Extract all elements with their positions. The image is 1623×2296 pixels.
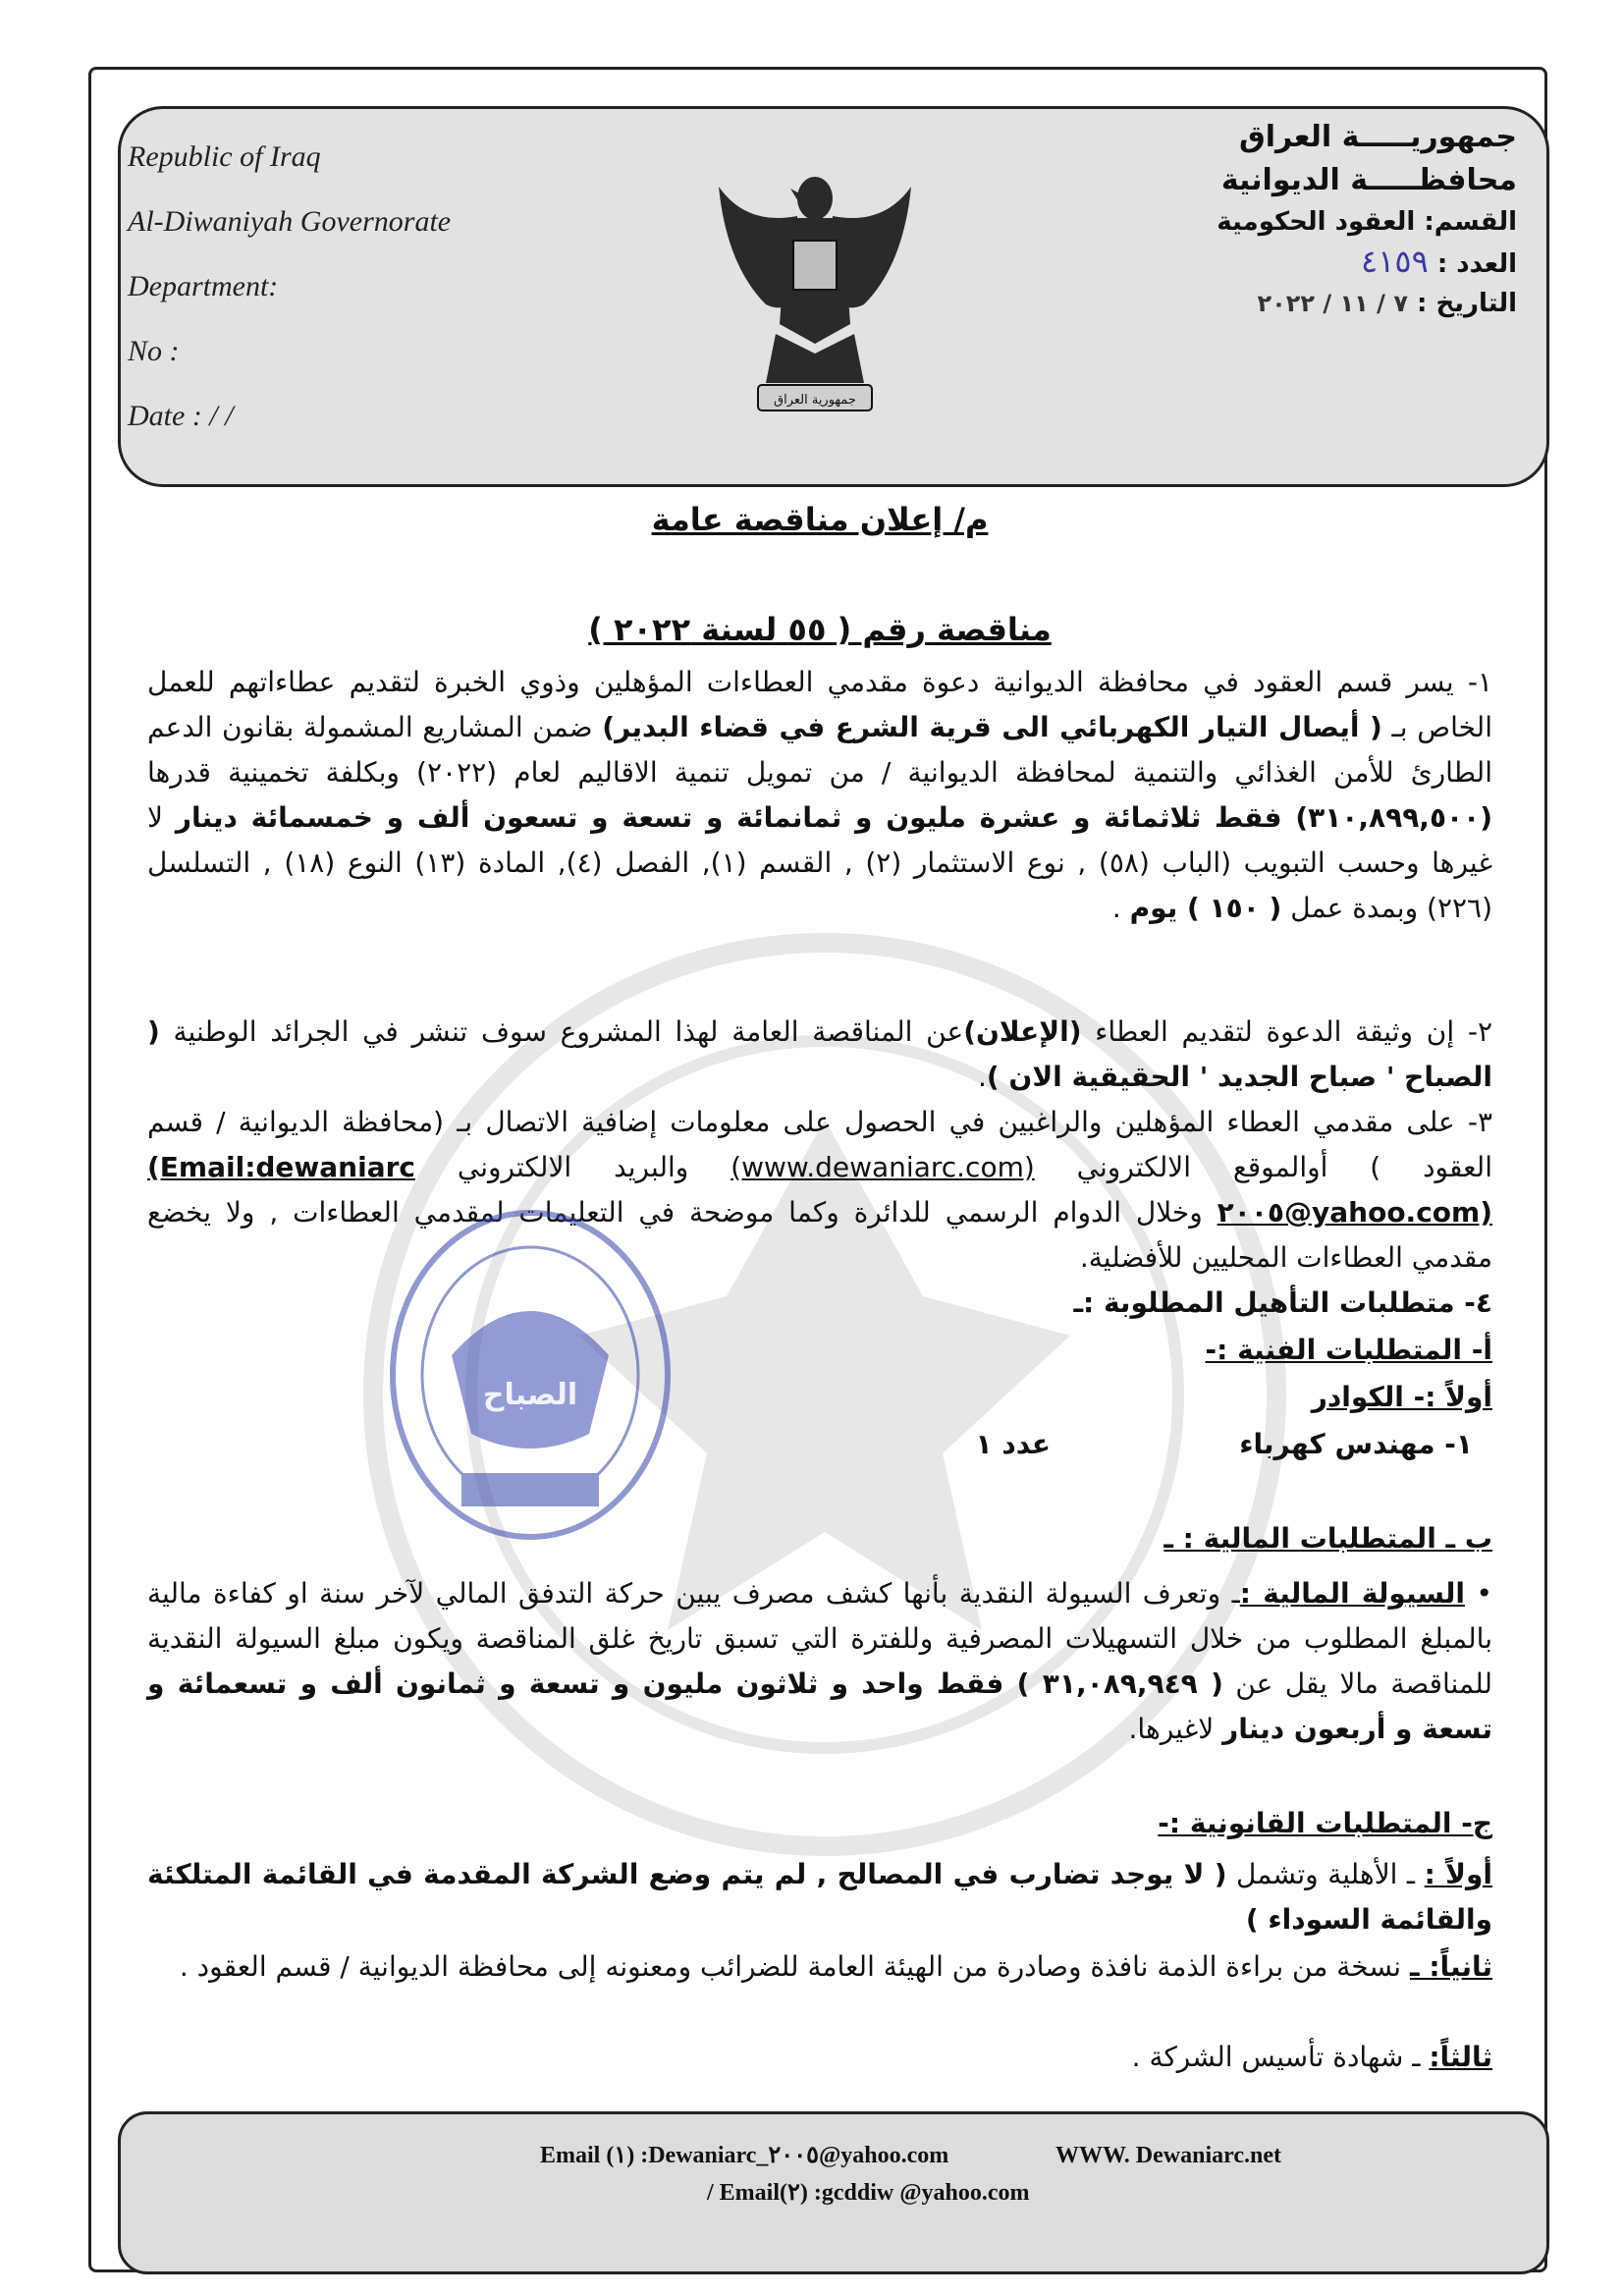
footer-email-1[interactable]: Email (١) :Dewaniarc_٢٠٠٥@yahoo.com <box>540 2143 949 2168</box>
number-label: العدد : <box>1436 249 1517 279</box>
letterhead-arabic <box>1105 116 1517 323</box>
footer-website[interactable]: WWW. Dewaniarc.net <box>1055 2143 1281 2168</box>
governorate-en: Al-Diwaniyah Governorate <box>128 205 452 238</box>
tender-number: مناقصة رقم ( ٥٥ لسنة ٢٠٢٢ ) <box>588 611 1052 648</box>
department-en: Department: <box>128 270 279 302</box>
iraq-eagle-emblem-icon <box>707 147 923 432</box>
country-en: Republic of Iraq <box>128 140 321 173</box>
section-3: ٣- على مقدمي العطاء المؤهلين والراغبين في الحصول على معلومات إضافية الاتصال بـ (محافظة الديوانية / قسم العقود ) أوالموقع الالكتروني (www.dewaniarc.com) والبريد الالكتروني (Email:dewaniarc ٢٠٠٥@yahoo.com) وخلال الدوام الرسمي للدائرة وكما موضحة في التعليمات لمقدمي العطاءات , ولا يخضع مقدمي العطاءات المحليين للأفضلية. <box>147 1106 1492 1274</box>
newspapers: ( الصباح ' صباح الجديد ' الحقيقية الان ) <box>147 1015 1492 1093</box>
date-en: Date : / / <box>128 400 234 432</box>
website-link[interactable]: (www.dewaniarc.com) <box>730 1151 1035 1183</box>
work-duration: ( ١٥٠ ) يوم <box>1129 892 1282 924</box>
legal-third: ثالثاً: ـ شهادة تأسيس الشركة . <box>1131 2041 1492 2073</box>
office-stamp-icon <box>383 1208 677 1552</box>
email-link[interactable]: (Email:dewaniarc ٢٠٠٥@yahoo.com) <box>147 1151 1492 1229</box>
staff-item: ١- مهندس كهرباء <box>1239 1428 1473 1460</box>
liquidity-amount: ( ٣١,٠٨٩,٩٤٩ ) فقط واحد و ثلاثون مليون و تسعة و ثمانون ألف و تسعمائة و تسعة و أربعون دينار <box>147 1667 1492 1745</box>
section-4-heading: ٤- متطلبات التأهيل المطلوبة :ـ <box>1073 1286 1492 1319</box>
footer-email-2[interactable]: / Email(٢) :gcddiw @yahoo.com <box>707 2180 1030 2206</box>
emblem-caption: جمهورية العراق <box>774 393 856 408</box>
staff-count: عدد ١ <box>975 1428 1051 1460</box>
governorate-ar: محافظـــــة الديوانية <box>1220 163 1517 197</box>
legal-heading: ج- المتطلبات القانونية :- <box>1158 1807 1492 1839</box>
date-label: التاريخ : <box>1417 289 1517 318</box>
number-value: ٤١٥٩ <box>1361 243 1429 280</box>
liquidity-label: السيولة المالية : <box>1239 1577 1466 1610</box>
section-2: ٢- إن وثيقة الدعوة لتقديم العطاء (الإعلان)عن المناقصة العامة لهذا المشروع سوف تنشر في الجرائد الوطنية ( الصباح ' صباح الجديد ' الحقيقية الان ). <box>147 1015 1492 1093</box>
legal-first: أولاً : ـ الأهلية وتشمل ( لا يوجد تضارب في المصالح , لم يتم وضع الشركة المقدمة في القائمة المتلكئة والقائمة السوداء ) <box>147 1858 1493 1936</box>
project-name: ( أيصال التيار الكهربائي الى قرية الشرع في قضاء البدير) <box>602 711 1382 743</box>
date-ar <box>1105 284 1517 323</box>
number-en: No : <box>128 335 180 367</box>
legal-second: ثانياً: ـ نسخة من براءة الذمة نافذة وصادرة من الهيئة العامة للضرائب ومعنونه إلى محافظة الديوانية / قسم العقود . <box>179 1950 1492 1983</box>
financial-heading: ب ـ المتطلبات المالية : ـ <box>1163 1522 1492 1555</box>
technical-heading: أ- المتطلبات الفنية :- <box>1205 1334 1492 1366</box>
section-1: ١- يسر قسم العقود في محافظة الديوانية دعوة مقدمي العطاءات المؤهلين وذوي الخبرة لتقديم عطاءاتهم للعمل الخاص بـ ( أيصال التيار الكهربائي الى قرية الشرع في قضاء البدير) ضمن المشاريع المشمولة بقانون الدعم الطارئ للأمن الغذائي والتنمية لمحافظة الديوانية / من تمويل تنمية الاقاليم لعام (٢٠٢٢) وبكلفة تخمينية قدرها (٣١٠,٨٩٩,٥٠٠) فقط ثلاثمائة و عشرة مليون و ثمانمائة و تسعة و تسعون ألف و خمسمائة دينار لا غيرها وحسب التبويب (الباب (٥٨) , نوع الاستثمار (٢) , القسم (١), الفصل (٤), المادة (١٣) النوع (١٨) , التسلسل (٢٢٦) وبمدة عمل ( ١٥٠ ) يوم . <box>147 666 1493 924</box>
number-ar <box>1105 242 1517 284</box>
estimated-cost: (٣١٠,٨٩٩,٥٠٠) فقط ثلاثمائة و عشرة مليون و ثمانمائة و تسعة و تسعون ألف و خمسمائة دينار <box>175 801 1493 834</box>
announcement-title: م/ إعلان مناقصة عامة <box>651 501 989 538</box>
department-ar: القسم: العقود الحكومية <box>1217 207 1517 237</box>
country-ar: جمهوريـــــة العراق <box>1238 120 1517 154</box>
financial-liquidity: • السيولة المالية :ـ وتعرف السيولة النقدية بأنها كشف مصرف يبين حركة التدفق المالي لآخر سنة او كفاءة مالية بالمبلغ المطلوب من خلال التسهيلات المصرفية وللفترة التي تسبق تاريخ غلق المناقصة ويكون مبلغ السيولة النقدية للمناقصة مالا يقل عن ( ٣١,٠٨٩,٩٤٩ ) فقط واحد و ثلاثون مليون و تسعة و ثمانون ألف و تسعمائة و تسعة و أربعون دينار لاغيرها. <box>147 1577 1492 1745</box>
stamp-text: الصباح <box>482 1378 578 1412</box>
letterhead-english <box>128 137 599 462</box>
date-value: ٧ / ١١ / ٢٠٢٢ <box>1257 290 1408 317</box>
staff-heading: أولاً :- الكوادر <box>1311 1381 1492 1413</box>
